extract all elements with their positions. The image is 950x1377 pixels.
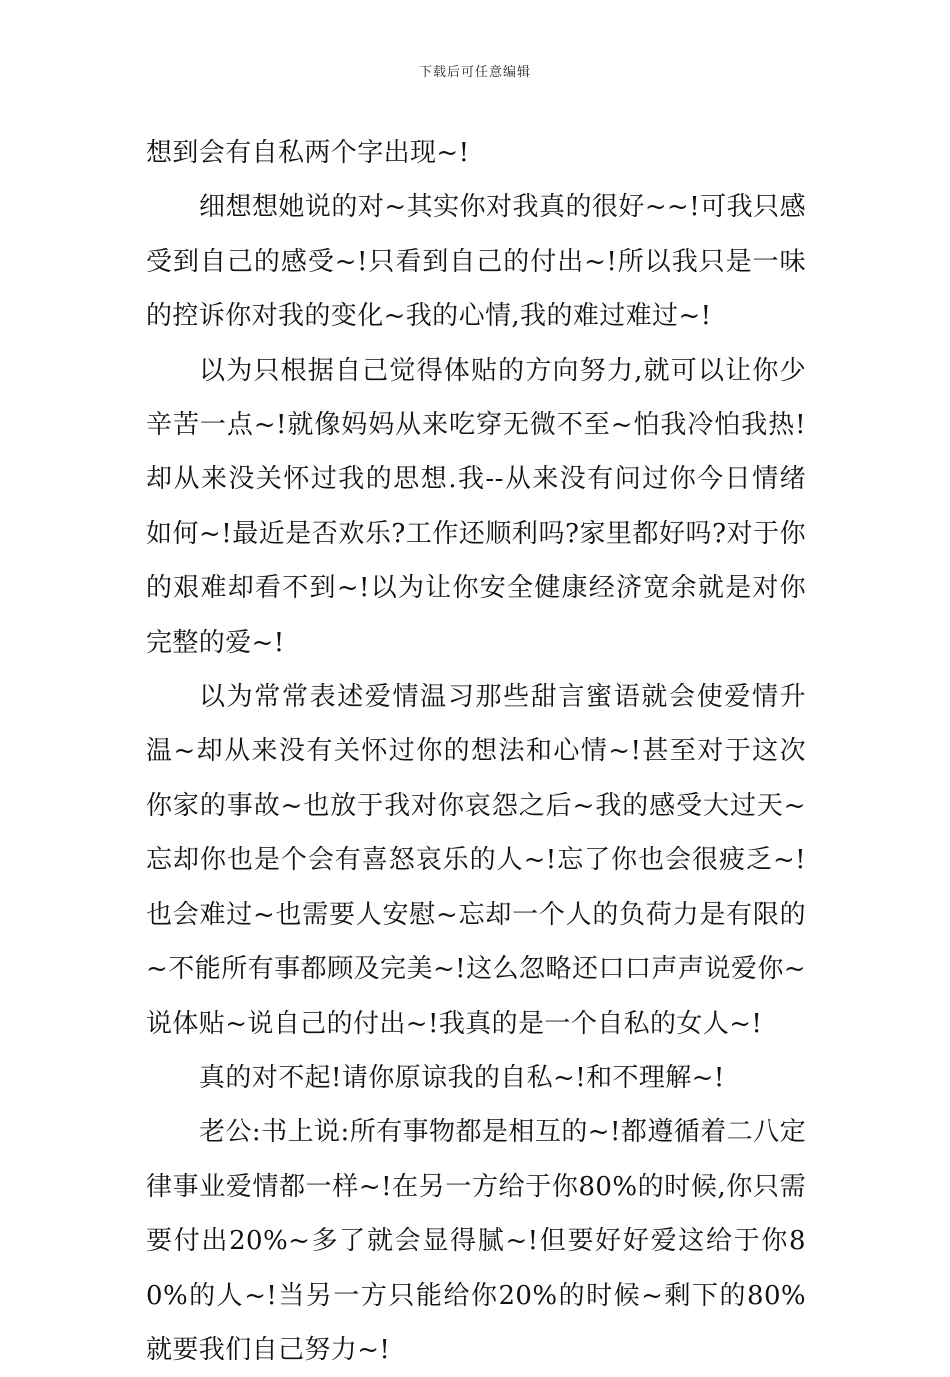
paragraph-4: 以为常常表述爱情温习那些甜言蜜语就会使爱情升温~却从来没有关怀过你的想法和心情~!甚至对于这次你家的事故~也放于我对你哀怨之后~我的感受大过天~忘却你也是个会有喜怒哀乐的人~!忘了你也会很疲乏~!也会难过~也需要人安慰~忘却一个人的负荷力是有限的~不能所有事都顾及完美~!这么忽略还口口声声说爱你~说体贴~说自己的付出~!我真的是一个自私的女人~!: [146, 682, 806, 1039]
paragraph-6: 老公:书上说:所有事物都是相互的~!都遵循着二八定律事业爱情都一样~!在另一方给于你80%的时候,你只需要付出20%~多了就会显得腻~!但要好好爱这给于你80%的人~!当另一方只能给你20%的时候~剩下的80%就要我们自己努力~!: [146, 1117, 806, 1365]
paragraph-5: 真的对不起!请你原谅我的自私~!和不理解~!: [199, 1062, 725, 1093]
paragraph-1: 想到会有自私两个字出现~!: [146, 138, 470, 168]
paragraph-3: 以为只根据自己觉得体贴的方向努力,就可以让你少辛苦一点~!就像妈妈从来吃穿无微不至~怕我冷怕我热!却从来没关怀过我的思想.我--从来没有问过你今日情绪如何~!最近是否欢乐?工作还顺利吗?家里都好吗?对于你的艰难却看不到~!以为让你安全健康经济宽余就是对你完整的爱~!: [146, 355, 806, 658]
paragraph-2: 细想想她说的对~其实你对我真的很好~~!可我只感受到自己的感受~!只看到自己的付出~!所以我只是一味的控诉你对我的变化~我的心情,我的难过难过~!: [146, 192, 806, 332]
document-body: [146, 126, 806, 1377]
page-header-note: 下载后可任意编辑: [418, 65, 531, 80]
